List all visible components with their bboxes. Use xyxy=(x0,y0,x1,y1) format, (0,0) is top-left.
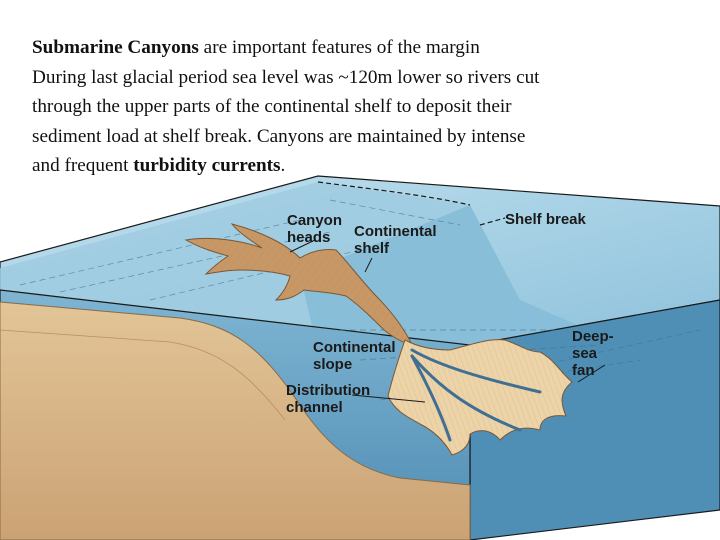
label-deep-sea-fan-1: Deep- xyxy=(572,328,614,345)
label-deep-sea-fan-3: fan xyxy=(572,362,595,379)
label-canyon-heads-1: Canyon xyxy=(287,212,343,229)
caption-line-2: During last glacial period sea level was ~120m lower so rivers cut xyxy=(32,66,540,88)
label-deep-sea-fan-2: sea xyxy=(572,345,598,362)
label-continental-slope-1: Continental xyxy=(313,339,396,356)
caption-line-5-pre: and frequent xyxy=(32,155,134,177)
label-distribution-channel-1: Distribution xyxy=(286,382,371,399)
label-canyon-heads-2: heads xyxy=(287,229,331,246)
label-continental-shelf-1: Continental xyxy=(354,223,437,240)
label-continental-slope-2: slope xyxy=(313,356,353,373)
caption-line-4: sediment load at shelf break. Canyons are maintained by intense xyxy=(32,125,526,147)
caption-line-3: through the upper parts of the continental shelf to deposit their xyxy=(32,96,512,118)
label-shelf-break: Shelf break xyxy=(505,211,586,228)
caption-turbidity-bold: turbidity currents xyxy=(133,155,281,177)
caption-title-bold: Submarine Canyons xyxy=(32,37,199,58)
label-distribution-channel-2: channel xyxy=(286,399,343,416)
label-continental-shelf-2: shelf xyxy=(354,240,390,257)
caption-line-5-post: . xyxy=(280,155,286,177)
caption-line-1-rest: are important features of the margin xyxy=(198,37,480,58)
